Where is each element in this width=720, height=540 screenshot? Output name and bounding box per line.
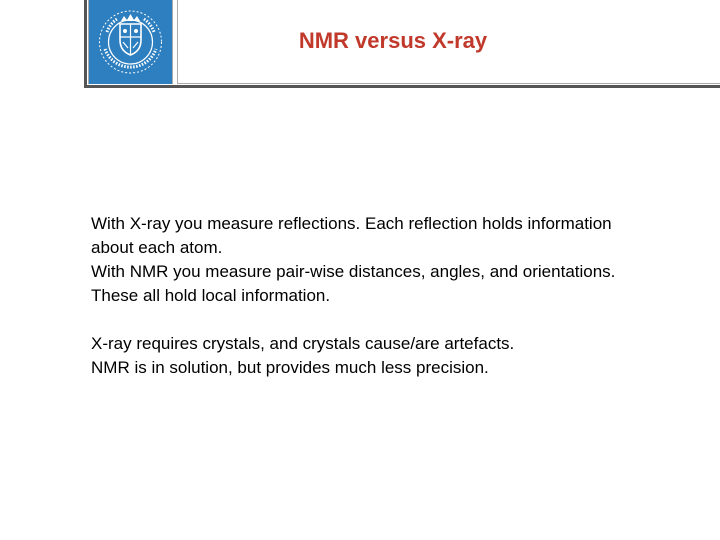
body-line: With X-ray you measure reflections. Each reflection holds information <box>91 214 612 233</box>
slide-body <box>91 212 711 380</box>
body-line: X-ray requires crystals, and crystals cause/are artefacts. <box>91 334 515 353</box>
slide-title: NMR versus X-ray <box>298 28 488 53</box>
body-line: With NMR you measure pair-wise distances, angles, and orientations. <box>91 262 616 281</box>
body-line: NMR is in solution, but provides much less precision. <box>91 358 489 377</box>
body-line: about each atom. <box>91 238 223 257</box>
paragraph-gap <box>91 308 711 332</box>
university-seal-icon <box>93 4 168 80</box>
body-line: These all hold local information. <box>91 286 331 305</box>
university-logo <box>89 0 172 84</box>
